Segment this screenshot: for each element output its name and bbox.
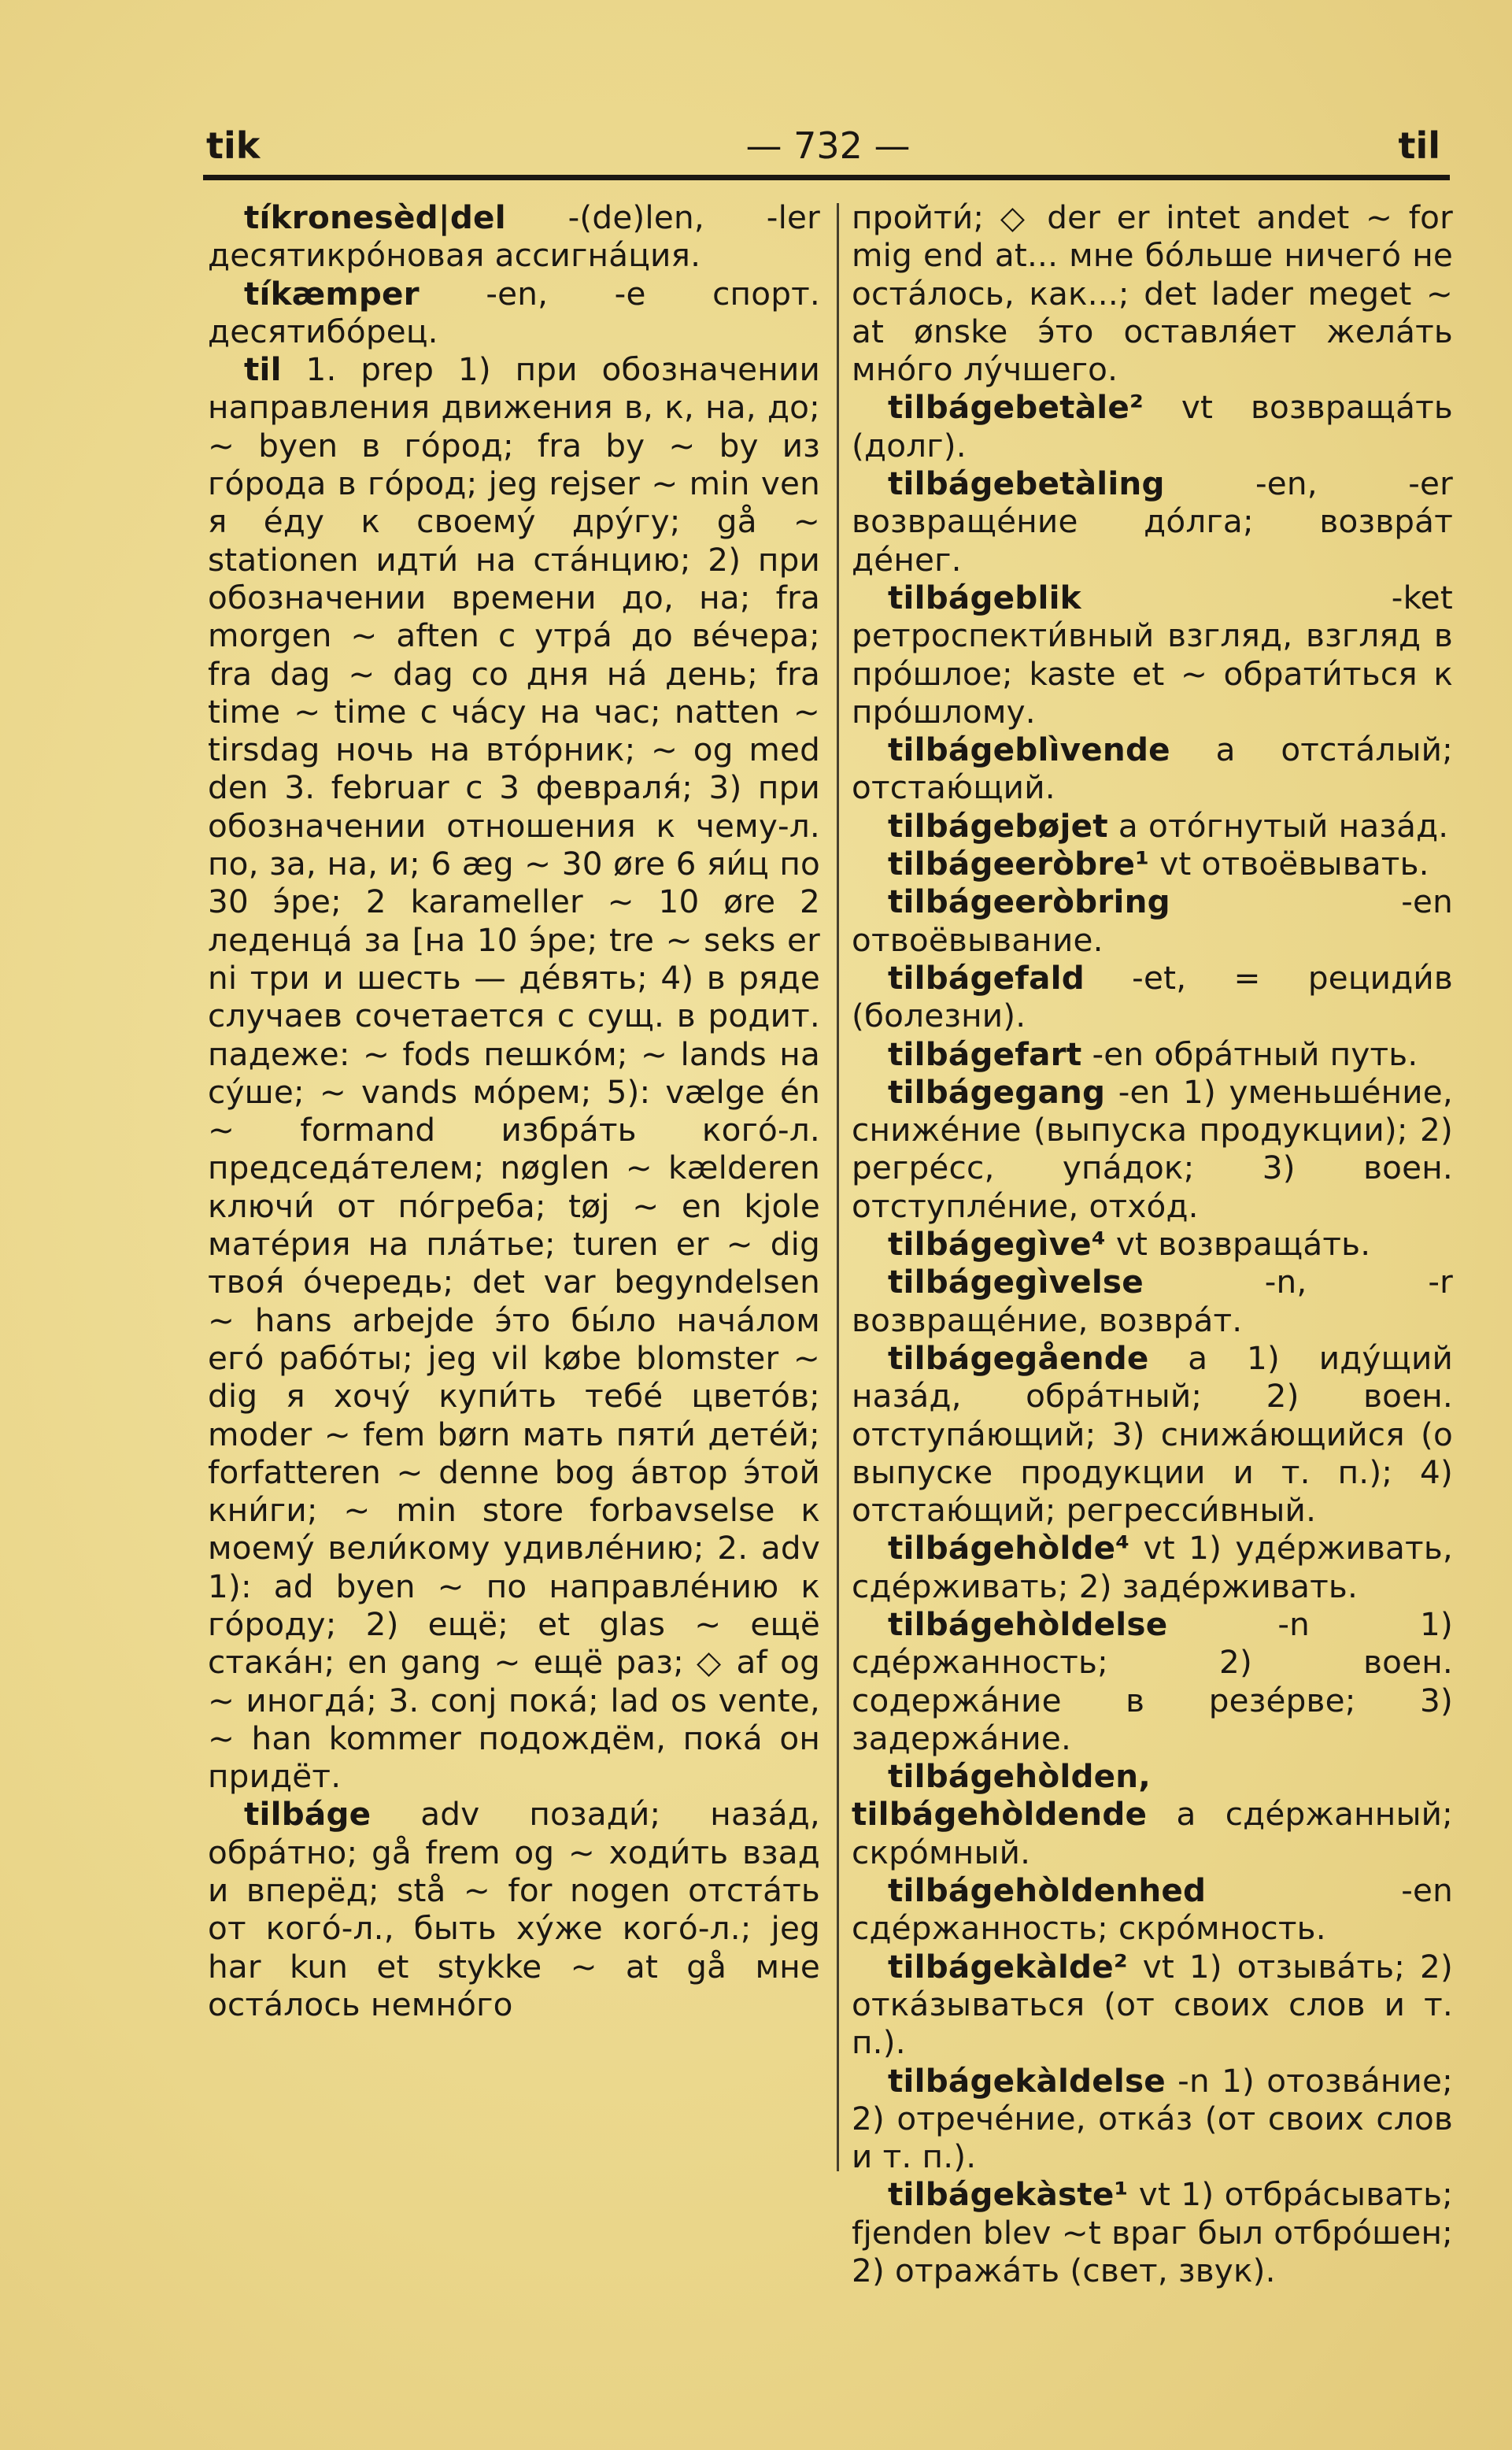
dictionary-entry	[852, 388, 1453, 464]
dictionary-entry	[852, 807, 1453, 845]
entry-headword: tilbágeblik	[888, 578, 1081, 616]
dictionary-entry	[852, 1339, 1453, 1529]
entry-definition: -en 1) уменьше́ние, сниже́ние (выпуска продукции); 2) регре́сс, упа́док; 3) воен. отступле́ние, отхо́д.	[852, 1072, 1453, 1225]
dictionary-entry	[852, 1605, 1453, 1757]
entry-headword: tilbáge	[244, 1795, 372, 1834]
entry-headword: tilbágehòldenhed	[888, 1871, 1207, 1910]
entry-definition: -(de)len, -ler десятикро́новая ассигна́ция.	[208, 198, 820, 275]
entry-definition: a сде́ржанный; скро́мный.	[852, 1795, 1453, 1871]
entry-definition: 1. prep 1) при обозначении направления движения в, к, на, до; ~ byen в го́род; fra by ~ by из го́рода в го́род; jeg rejser ~ min ven я е́ду к своему́ дру́гу; gå ~ stationen идти́ на ста́нцию; 2) при обозначении времени до, на; fra morgen ~ aften с утра́ до ве́чера; fra dag ~ dag со дня на́ день; fra time ~ time с ча́су на час; natten ~ tirsdag ночь на вто́рник; ~ og med den 3. februar с 3 февраля́; 3) при обозначении отношения к чему-л. по, за, на, и; 6 æg ~ 30 øre 6 яи́ц по 30 э́ре; 2 karameller ~ 10 øre 2 леденца́ за [на 10 э́ре; tre ~ seks er ni три и шесть — де́вять; 4) в ряде случаев сочетается с сущ. в родит. падеже: ~ fods пешко́м; ~ lands на су́ше; ~ vands мо́рем; 5): vælge én ~ formand избра́ть кого́-л. председа́телем; nøglen ~ kælderen ключи́ от по́греба; tøj ~ en kjole мате́рия на пла́тье; turen er ~ dig твоя́ о́чередь; det var begyndelsen ~ hans arbejde э́то бы́ло нача́лом его́ рабо́ты; jeg vil købe blomster ~ dig я хочу́ купи́ть тебе́ цвето́в; moder ~ fem børn мать пяти́ дете́й; forfatteren ~ denne bog а́втор э́той кни́ги; ~ min store forbavselse к моему́ вели́кому удивле́нию; 2. adv 1): ad byen ~ по направле́нию к го́роду; 2) ещё; et glas ~ ещё стака́н; en gang ~ ещё раз; ◇ af og ~ иногда́; 3. conj пока́; lad os vente, ~ han kommer подождём, пока́ он придёт.	[208, 350, 820, 1796]
dictionary-entry	[852, 1948, 1453, 2062]
entry-definition: -en обра́тный путь.	[1081, 1034, 1418, 1073]
entry-definition: vt 1) отбра́сывать; fjenden blev ~t враг был отбро́шен; 2) отража́ть (свет, звук).	[852, 2175, 1453, 2290]
dictionary-entry	[208, 198, 820, 275]
entry-definition: пройти́; ◇ der er intet andet ~ for mig end at... мне бо́льше ничего́ не оста́лось, как...; det lader meget ~ at ønske э́то оставля́ет жела́ть мно́го лу́чшего.	[852, 198, 1453, 389]
right-column	[852, 198, 1453, 2289]
entry-definition: -en, -e спорт. десятибо́рец.	[208, 274, 820, 350]
entry-headword: tilbágegang	[888, 1072, 1106, 1111]
dictionary-entry	[852, 1073, 1453, 1225]
entry-headword: tilbágeeròbre¹	[888, 845, 1150, 883]
entry-headword: tilbágehòlde⁴	[888, 1529, 1130, 1567]
entry-definition: vt возвраща́ть.	[1105, 1225, 1371, 1264]
dictionary-entry	[852, 579, 1453, 731]
page-header	[206, 124, 1450, 179]
entry-definition: -n 1) отозва́ние; 2) отрече́ние, отка́з (от своих слов и т. п.).	[852, 2061, 1453, 2176]
entry-headword: tilbágeblìvende	[888, 731, 1170, 769]
entry-definition: a ото́гнутый наза́д.	[1107, 806, 1449, 845]
dictionary-entry	[852, 959, 1453, 1035]
dictionary-entry	[852, 1263, 1453, 1339]
dictionary-entry	[208, 350, 820, 1795]
entry-headword: tíkronesèd|del	[244, 198, 506, 236]
column-divider	[837, 203, 839, 2171]
entry-definition: -en отвоёвывание.	[852, 883, 1453, 959]
entry-headword: tilbágegående	[888, 1338, 1149, 1377]
dictionary-entry	[208, 1795, 820, 2023]
entry-definition: -n 1) сде́ржанность; 2) воен. содержа́ние в резе́рве; 3) задержа́ние.	[852, 1604, 1453, 1757]
dictionary-entry	[852, 731, 1453, 807]
entry-definition: vt отвоёвывать.	[1149, 845, 1429, 883]
entry-headword: tilbágekàldelse	[888, 2061, 1166, 2100]
entry-definition: -en сде́ржанность; скро́мность.	[852, 1871, 1453, 1948]
entry-headword: tilbágekàlde²	[888, 1947, 1128, 1986]
dictionary-entry	[852, 1225, 1453, 1263]
entry-definition: a отста́лый; отстаю́щий.	[852, 731, 1453, 807]
entry-headword: tíkæmper	[244, 274, 420, 313]
entry-definition: vt 1) отзыва́ть; 2) отка́зываться (от своих слов и т. п.).	[852, 1947, 1453, 2062]
entry-definition: -en, -er возвраще́ние до́лга; возвра́т де́нег.	[852, 464, 1453, 579]
entry-headword: tilbágebøjet	[888, 806, 1108, 845]
dictionary-entry	[208, 275, 820, 351]
entry-definition: -et, = рециди́в (болезни).	[852, 958, 1453, 1035]
dictionary-entry	[852, 1871, 1453, 1948]
entry-headword: til	[244, 350, 282, 389]
dictionary-entry	[852, 464, 1453, 579]
dictionary-entry	[852, 1757, 1453, 1871]
dictionary-entry	[852, 845, 1453, 883]
entry-headword: tilbágebetàle²	[888, 388, 1144, 427]
entry-headword: tilbágefald	[888, 958, 1085, 997]
entry-definition: vt 1) уде́рживать, сде́рживать; 2) заде́рживать.	[852, 1529, 1453, 1605]
entry-headword: tilbágebetàling	[888, 464, 1165, 503]
entry-definition: -ket ретроспекти́вный взгляд, взгляд в про́шлое; kaste et ~ обрати́ться к про́шлому.	[852, 578, 1453, 731]
entry-headword: tilbágefart	[888, 1034, 1082, 1073]
entry-headword: tilbágehòldelse	[888, 1604, 1168, 1643]
header-right-guide-word: til	[1398, 124, 1440, 167]
dictionary-entry	[852, 2175, 1453, 2289]
dictionary-entry-continuation	[852, 198, 1453, 388]
entry-definition: a 1) иду́щий наза́д, обра́тный; 2) воен. отступа́ющий; 3) снижа́ющийся (о выпуске продукции и т. п.); 4) отстаю́щий; регресси́вный.	[852, 1338, 1453, 1530]
entry-definition: adv позади́; наза́д, обра́тно; gå frem og ~ ходи́ть взад и вперёд; stå ~ for nogen отста́ть от кого́-л., быть ху́же кого́-л.; jeg har kun et stykke ~ at gå мне оста́лось немно́го	[208, 1795, 820, 2023]
dictionary-entry	[852, 883, 1453, 959]
entry-headword: tilbágeeròbring	[888, 883, 1170, 921]
header-rule	[203, 175, 1450, 180]
entry-headword: tilbágehòlden, tilbágehòldende	[852, 1757, 1151, 1834]
left-column	[208, 198, 820, 2023]
header-left-guide-word: tik	[206, 124, 261, 167]
entry-headword: tilbágegìve⁴	[888, 1225, 1106, 1264]
entry-headword: tilbágegìvelse	[888, 1263, 1144, 1301]
entry-headword: tilbágekàste¹	[888, 2175, 1129, 2214]
entry-definition: -n, -r возвраще́ние, возвра́т.	[852, 1263, 1453, 1339]
page-number: — 732 —	[745, 124, 911, 167]
dictionary-entry	[852, 1529, 1453, 1605]
entry-definition: vt возвраща́ть (долг).	[852, 388, 1453, 464]
dictionary-entry	[852, 2062, 1453, 2176]
dictionary-entry	[852, 1035, 1453, 1073]
